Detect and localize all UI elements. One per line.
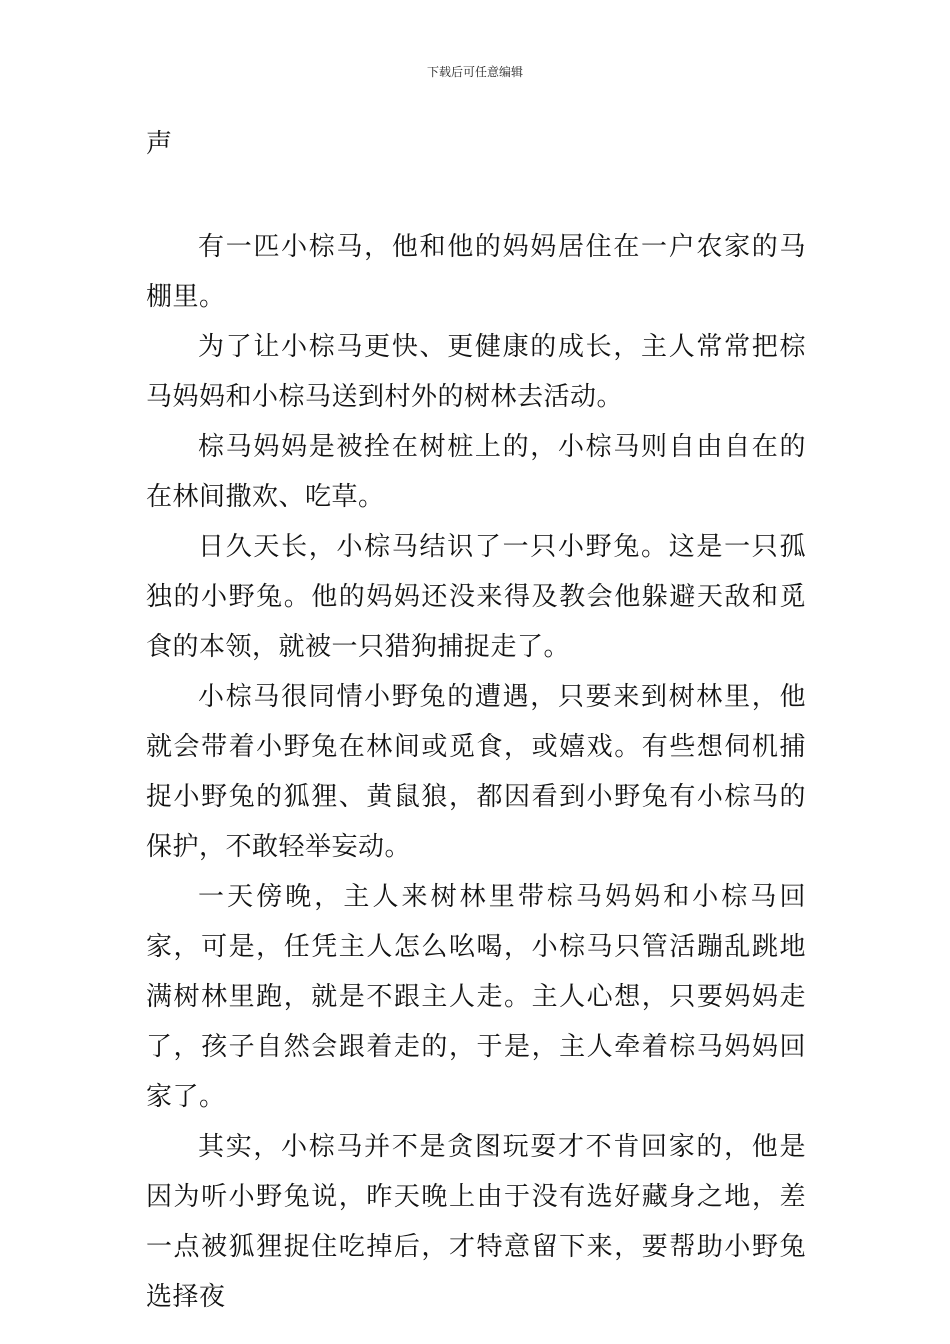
paragraph: 有一匹小棕马，他和他的妈妈居住在一户农家的马棚里。 [146, 232, 806, 312]
page-header: 下载后可任意编辑 [426, 65, 523, 79]
paragraph: 其实，小棕马并不是贪图玩耍才不肯回家的，他是因为听小野兔说，昨天晚上由于没有选好藏身之地，差一点被狐狸捉住吃掉后，才特意留下来，要帮助小野兔选择夜 [146, 1132, 806, 1312]
paragraph: 为了让小棕马更快、更健康的成长，主人常常把棕马妈妈和小棕马送到村外的树林去活动。 [146, 332, 806, 412]
paragraph: 日久天长，小棕马结识了一只小野兔。这是一只孤独的小野兔。他的妈妈还没来得及教会他躲避天敌和觅食的本领，就被一只猎狗捕捉走了。 [146, 532, 806, 662]
paragraph: 一天傍晚，主人来树林里带棕马妈妈和小棕马回家，可是，任凭主人怎么吆喝，小棕马只管活蹦乱跳地满树林里跑，就是不跟主人走。主人心想，只要妈妈走了，孩子自然会跟着走的，于是，主人牵着棕马妈妈回家了。 [146, 882, 806, 1112]
paragraph: 小棕马很同情小野兔的遭遇，只要来到树林里，他就会带着小野兔在林间或觅食，或嬉戏。有些想伺机捕捉小野兔的狐狸、黄鼠狼，都因看到小野兔有小棕马的保护，不敢轻举妄动。 [146, 682, 806, 862]
story-body [146, 222, 806, 1322]
paragraph: 棕马妈妈是被拴在树桩上的，小棕马则自由自在的在林间撒欢、吃草。 [146, 432, 806, 512]
continued-text-fragment: 声 [146, 129, 173, 159]
